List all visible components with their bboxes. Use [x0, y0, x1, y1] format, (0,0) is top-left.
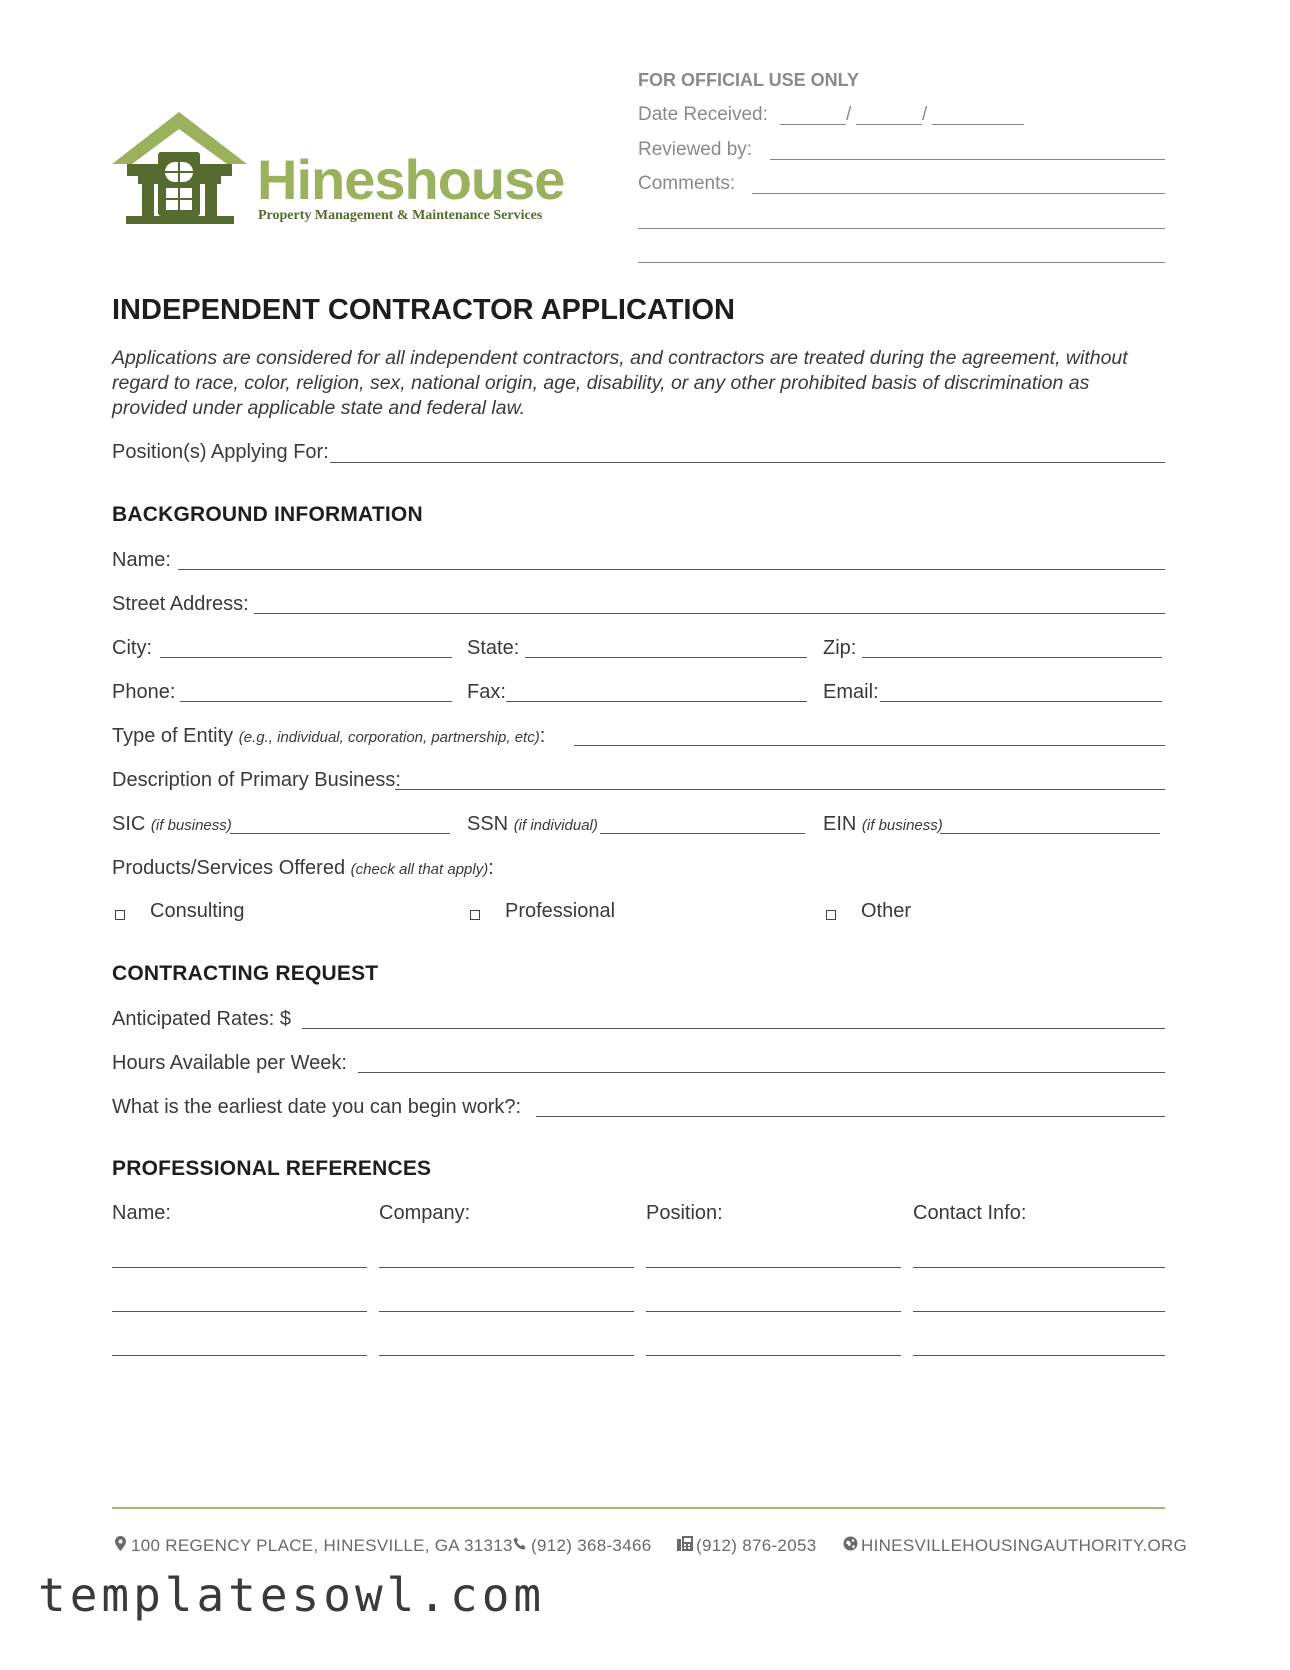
- products-hint: (check all that apply): [350, 861, 489, 878]
- contracting-heading: CONTRACTING REQUEST: [112, 962, 379, 985]
- fax-icon: [677, 1536, 693, 1556]
- footer-fax-text: (912) 876-2053: [696, 1536, 817, 1555]
- phone-icon: [512, 1536, 528, 1556]
- rates-label: Anticipated Rates: $: [112, 1008, 291, 1030]
- intro-paragraph: Applications are considered for all independent contractors, and contractors are treated during the agreement, without regard to race, color, religion, sex, national origin, age, disability, or any other prohibited basis of discrimination as provided under applicable state and federal law.: [112, 347, 1128, 419]
- ssn-label: [467, 813, 598, 836]
- consulting-label: Consulting: [150, 900, 245, 922]
- date-received-year-field[interactable]: [932, 124, 1024, 125]
- comments-label: Comments:: [638, 173, 736, 194]
- email-label: Email:: [823, 681, 879, 703]
- page-title: INDEPENDENT CONTRACTOR APPLICATION: [112, 294, 735, 326]
- ref-1-position-field[interactable]: [646, 1267, 901, 1268]
- ref-3-position-field[interactable]: [646, 1355, 901, 1356]
- footer-phone-text: (912) 368-3466: [531, 1536, 652, 1555]
- ref-1-name-field[interactable]: [112, 1267, 367, 1268]
- footer-website-text[interactable]: HINESVILLEHOUSINGAUTHORITY.ORG: [861, 1536, 1188, 1555]
- hours-field[interactable]: [358, 1072, 1165, 1073]
- ssn-field[interactable]: [600, 833, 805, 834]
- ssn-hint: (if individual): [513, 817, 598, 834]
- footer-website[interactable]: [842, 1536, 1187, 1556]
- house-logo-icon: [112, 112, 247, 227]
- ssn-text: SSN: [467, 813, 509, 835]
- official-use-heading: FOR OFFICIAL USE ONLY: [638, 70, 860, 90]
- sic-text: SIC: [112, 813, 146, 835]
- zip-field[interactable]: [862, 657, 1162, 658]
- ref-1-contact-field[interactable]: [913, 1267, 1165, 1268]
- state-field[interactable]: [525, 657, 807, 658]
- watermark: templatesowl.com: [38, 1568, 546, 1622]
- ref-3-company-field[interactable]: [379, 1355, 634, 1356]
- footer-address: [112, 1536, 513, 1556]
- background-heading: BACKGROUND INFORMATION: [112, 503, 423, 526]
- ref-contact-header: Contact Info:: [913, 1202, 1027, 1224]
- entity-type-label: [112, 725, 545, 748]
- consulting-checkbox[interactable]: [115, 910, 125, 920]
- date-slash-1: /: [846, 104, 852, 125]
- sic-field[interactable]: [230, 833, 450, 834]
- positions-label: Position(s) Applying For:: [112, 441, 329, 463]
- zip-label: Zip:: [823, 637, 857, 659]
- comments-field-2[interactable]: [638, 228, 1165, 229]
- comments-field-3[interactable]: [638, 262, 1165, 263]
- brand-name: Hineshouse: [257, 148, 565, 211]
- entity-type-text: Type of Entity: [112, 725, 234, 747]
- footer-address-text: 100 REGENCY PLACE, HINESVILLE, GA 31313: [131, 1536, 513, 1555]
- entity-type-field[interactable]: [574, 745, 1165, 746]
- date-received-day-field[interactable]: [856, 124, 922, 125]
- phone-field[interactable]: [180, 701, 452, 702]
- products-colon: :: [488, 857, 494, 879]
- rates-field[interactable]: [302, 1028, 1165, 1029]
- positions-field[interactable]: [330, 462, 1165, 463]
- professional-label: Professional: [505, 900, 616, 922]
- professional-checkbox[interactable]: [470, 910, 480, 920]
- city-field[interactable]: [160, 657, 452, 658]
- ref-3-contact-field[interactable]: [913, 1355, 1165, 1356]
- street-address-label: Street Address:: [112, 593, 249, 615]
- ein-field[interactable]: [940, 833, 1160, 834]
- fax-label: Fax:: [467, 681, 506, 703]
- ref-2-contact-field[interactable]: [913, 1311, 1165, 1312]
- email-field[interactable]: [880, 701, 1162, 702]
- brand-tagline: Property Management & Maintenance Services: [258, 208, 543, 223]
- entity-type-hint: (e.g., individual, corporation, partnership, etc): [238, 729, 540, 746]
- sic-label: [112, 813, 232, 836]
- ein-label: [823, 813, 943, 836]
- ein-hint: (if business): [861, 817, 943, 834]
- name-label: Name:: [112, 549, 171, 571]
- state-label: State:: [467, 637, 520, 659]
- date-received-month-field[interactable]: [780, 124, 846, 125]
- other-label: Other: [861, 900, 912, 922]
- ref-company-header: Company:: [379, 1202, 471, 1224]
- globe-icon: [842, 1536, 858, 1556]
- street-address-field[interactable]: [254, 613, 1165, 614]
- logo: [112, 112, 565, 227]
- reviewed-by-label: Reviewed by:: [638, 139, 753, 160]
- ein-text: EIN: [823, 813, 857, 835]
- references-heading: PROFESSIONAL REFERENCES: [112, 1157, 432, 1180]
- name-field[interactable]: [178, 569, 1165, 570]
- earliest-date-field[interactable]: [536, 1116, 1165, 1117]
- ref-3-name-field[interactable]: [112, 1355, 367, 1356]
- reviewed-by-field[interactable]: [770, 159, 1165, 160]
- ref-1-company-field[interactable]: [379, 1267, 634, 1268]
- map-pin-icon: [112, 1536, 128, 1556]
- city-label: City:: [112, 637, 152, 659]
- date-slash-2: /: [922, 104, 928, 125]
- fax-field[interactable]: [506, 701, 807, 702]
- footer-phone: [512, 1536, 651, 1556]
- earliest-date-label: What is the earliest date you can begin work?:: [112, 1096, 522, 1118]
- hours-label: Hours Available per Week:: [112, 1052, 347, 1074]
- ref-2-company-field[interactable]: [379, 1311, 634, 1312]
- ref-2-position-field[interactable]: [646, 1311, 901, 1312]
- phone-label: Phone:: [112, 681, 176, 703]
- date-received-label: Date Received:: [638, 104, 768, 125]
- other-checkbox[interactable]: [826, 910, 836, 920]
- products-text: Products/Services Offered: [112, 857, 346, 879]
- footer-fax: [677, 1536, 816, 1556]
- ref-position-header: Position:: [646, 1202, 723, 1224]
- footer-rule: [112, 1507, 1165, 1509]
- entity-type-colon: :: [539, 725, 546, 747]
- ref-2-name-field[interactable]: [112, 1311, 367, 1312]
- sic-hint: (if business): [150, 817, 232, 834]
- primary-business-label: Description of Primary Business:: [112, 769, 401, 791]
- primary-business-field[interactable]: [395, 789, 1165, 790]
- comments-field-1[interactable]: [752, 193, 1165, 194]
- ref-name-header: Name:: [112, 1202, 171, 1224]
- products-label: [112, 857, 494, 880]
